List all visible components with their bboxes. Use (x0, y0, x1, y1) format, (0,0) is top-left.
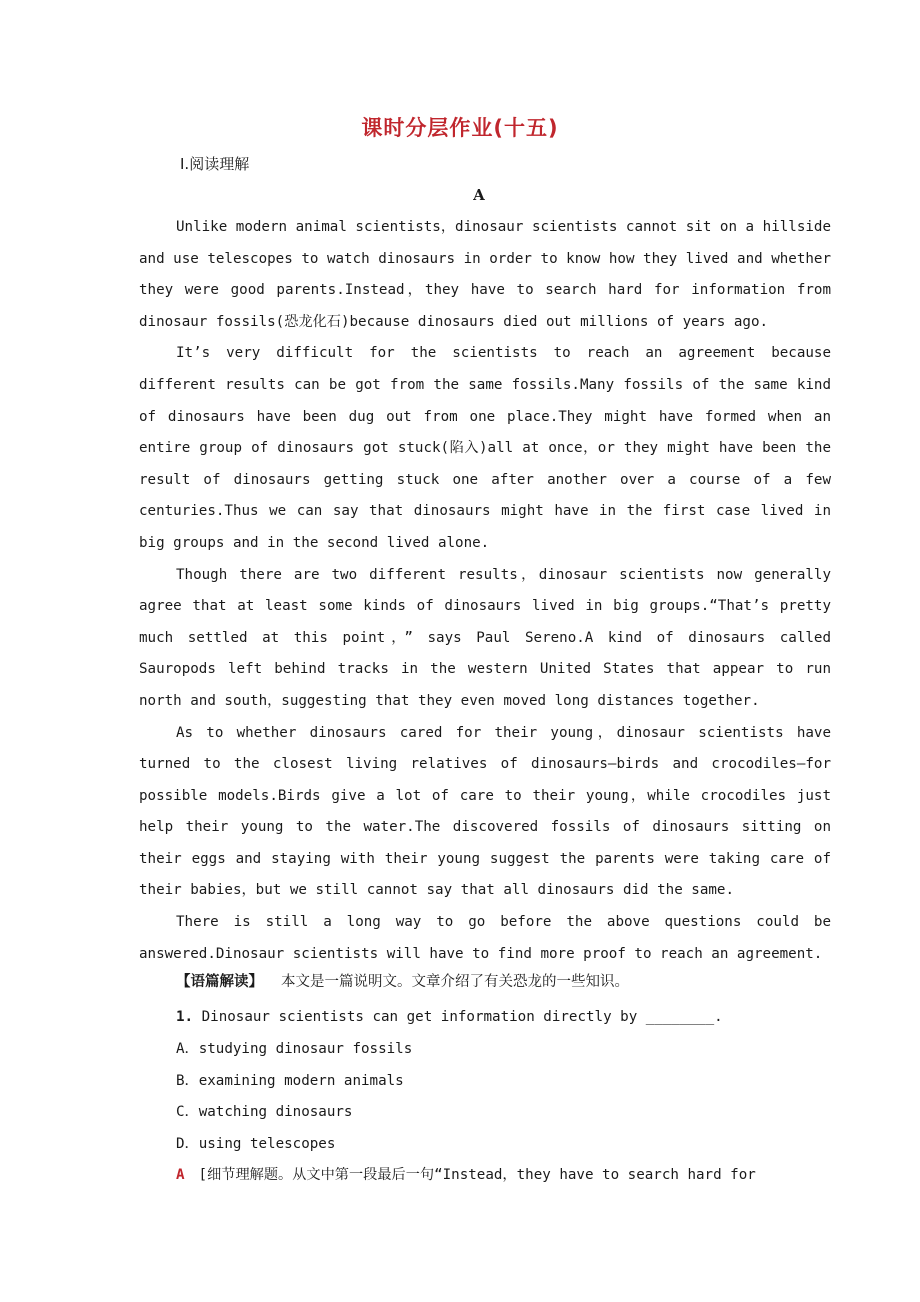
answer-letter: A (176, 1167, 185, 1183)
options-list (176, 1034, 412, 1160)
answer-explanation (176, 1160, 756, 1192)
paragraph: Unlike modern animal scientists，dinosaur scientists cannot sit on a hillside and use telescopes to watch dinosaurs in order to know how they lived and whether they were good parents.Instead，they have to search hard for information from dinosaur fossils(恐龙化石)because dinosaurs died out millions of years ago. (139, 219, 831, 330)
question-text: Dinosaur scientists can get information directly by ________. (201, 1009, 723, 1025)
section-heading: Ⅰ.阅读理解 (180, 155, 250, 173)
option-c: C．watching dinosaurs (176, 1104, 353, 1121)
option-a: A．studying dinosaur fossils (176, 1041, 413, 1057)
option-d: D．using telescopes (176, 1135, 336, 1152)
answer-text: [细节理解题。从文中第一段最后一句“Instead，they have to search hard for (198, 1167, 756, 1183)
paragraph: There is still a long way to go before the above questions could be answered.Dinosaur scientists will have to find more proof to reach an agreement. (139, 914, 831, 962)
paragraph: It’s very difficult for the scientists to reach an agreement because different results can be got from the same fossils.Many fossils of the same kind of dinosaurs have been dug out from one place.They might have formed when an entire group of dinosaurs got stuck(陷入)all at once，or they might have been the result of dinosaurs getting stuck one after another over a course of a few centuries.Thus we can say that dinosaurs might have in the first case lived in big groups and in the second lived alone. (139, 345, 831, 551)
question (176, 1002, 723, 1034)
analysis-text: 本文是一篇说明文。文章介绍了有关恐龙的一些知识。 (281, 974, 629, 990)
page-title: 课时分层作业(十五) (361, 116, 559, 140)
option-b: B．examining modern animals (176, 1072, 404, 1089)
paragraph: Though there are two different results，dinosaur scientists now generally agree that at least some kinds of dinosaurs lived in big groups.“That’s pretty much settled at this point，” says Paul Sereno.A kind of dinosaurs called Sauropods left behind tracks in the western United States that appear to run north and south，suggesting that they even moved long distances together. (139, 566, 831, 709)
passage-analysis (176, 970, 629, 991)
paragraph: As to whether dinosaurs cared for their young，dinosaur scientists have turned to the closest living relatives of dinosaurs—birds and crocodiles—for possible models.Birds give a lot of care to their young，while crocodiles just help their young to the water.The discovered fossils of dinosaurs sitting on their eggs and staying with their young suggest the parents were taking care of their babies，but we still cannot say that all dinosaurs did the same. (139, 724, 831, 899)
passage-label: A (473, 186, 485, 204)
analysis-tag: 【语篇解读】 (176, 974, 263, 990)
question-number: 1. (176, 1009, 194, 1025)
passage-body (139, 212, 831, 970)
